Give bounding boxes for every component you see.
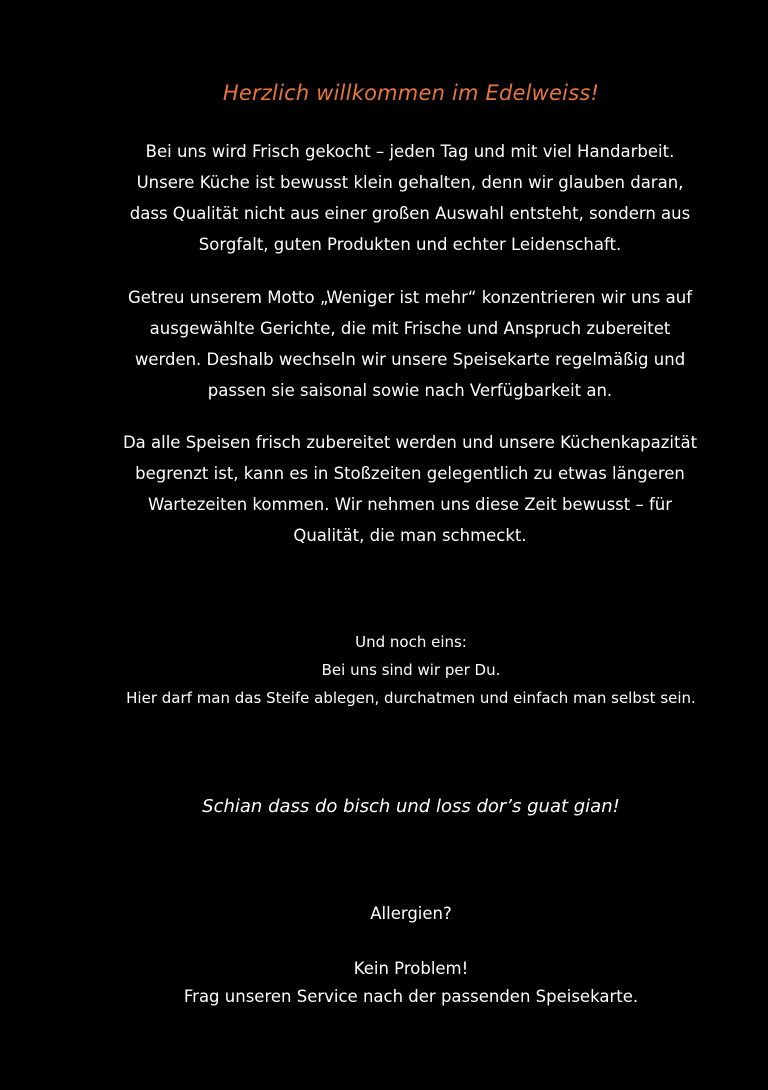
note-line: Und noch eins: — [355, 633, 467, 651]
paragraph-line: Bei uns wird Frisch gekocht – jeden Tag und mit viel Handarbeit. — [145, 142, 675, 161]
paragraph-line: begrenzt ist, kann es in Stoßzeiten gelegentlich zu etwas längeren — [135, 464, 685, 483]
allergy-answer-line: Frag unseren Service nach der passenden Speisekarte. — [183, 987, 639, 1006]
welcome-title: Herzlich willkommen im Edelweiss! — [222, 81, 600, 105]
paragraph-line: Sorgfalt, guten Produkten und echter Leidenschaft. — [198, 235, 622, 254]
paragraph-line: Unsere Küche ist bewusst klein gehalten, denn wir glauben daran, — [136, 173, 684, 192]
dialect-motto: Schian dass do bisch und loss dor’s guat gian! — [202, 796, 620, 817]
paragraph-line: Da alle Speisen frisch zubereitet werden und unsere Küchenkapazität — [122, 433, 698, 452]
paragraph-line: dass Qualität nicht aus einer großen Auswahl entsteht, sondern aus — [129, 204, 691, 223]
paragraph-line: Wartezeiten kommen. Wir nehmen uns diese Zeit bewusst – für — [147, 495, 673, 514]
allergy-question — [0, 900, 768, 928]
paragraph-line: werden. Deshalb wechseln wir unsere Speisekarte regelmäßig und — [134, 350, 686, 369]
du-note — [0, 628, 768, 712]
intro-paragraph-fresh-cooking — [100, 136, 720, 260]
allergy-answer-line: Kein Problem! — [353, 959, 469, 978]
intro-paragraph-motto — [100, 282, 720, 406]
paragraph-line: ausgewählte Gerichte, die mit Frische und Anspruch zubereitet — [149, 319, 671, 338]
paragraph-line: Getreu unserem Motto „Weniger ist mehr“ konzentrieren wir uns auf — [128, 288, 692, 307]
allergy-question-text: Allergien? — [370, 904, 452, 923]
note-line: Bei uns sind wir per Du. — [321, 661, 501, 679]
paragraph-line: Qualität, die man schmeckt. — [293, 526, 527, 545]
note-line: Hier darf man das Steife ablegen, durchatmen und einfach man selbst sein. — [126, 689, 696, 707]
intro-paragraph-waiting-times — [100, 427, 720, 551]
allergy-answer — [0, 955, 768, 1011]
paragraph-line: passen sie saisonal sowie nach Verfügbarkeit an. — [207, 381, 613, 400]
